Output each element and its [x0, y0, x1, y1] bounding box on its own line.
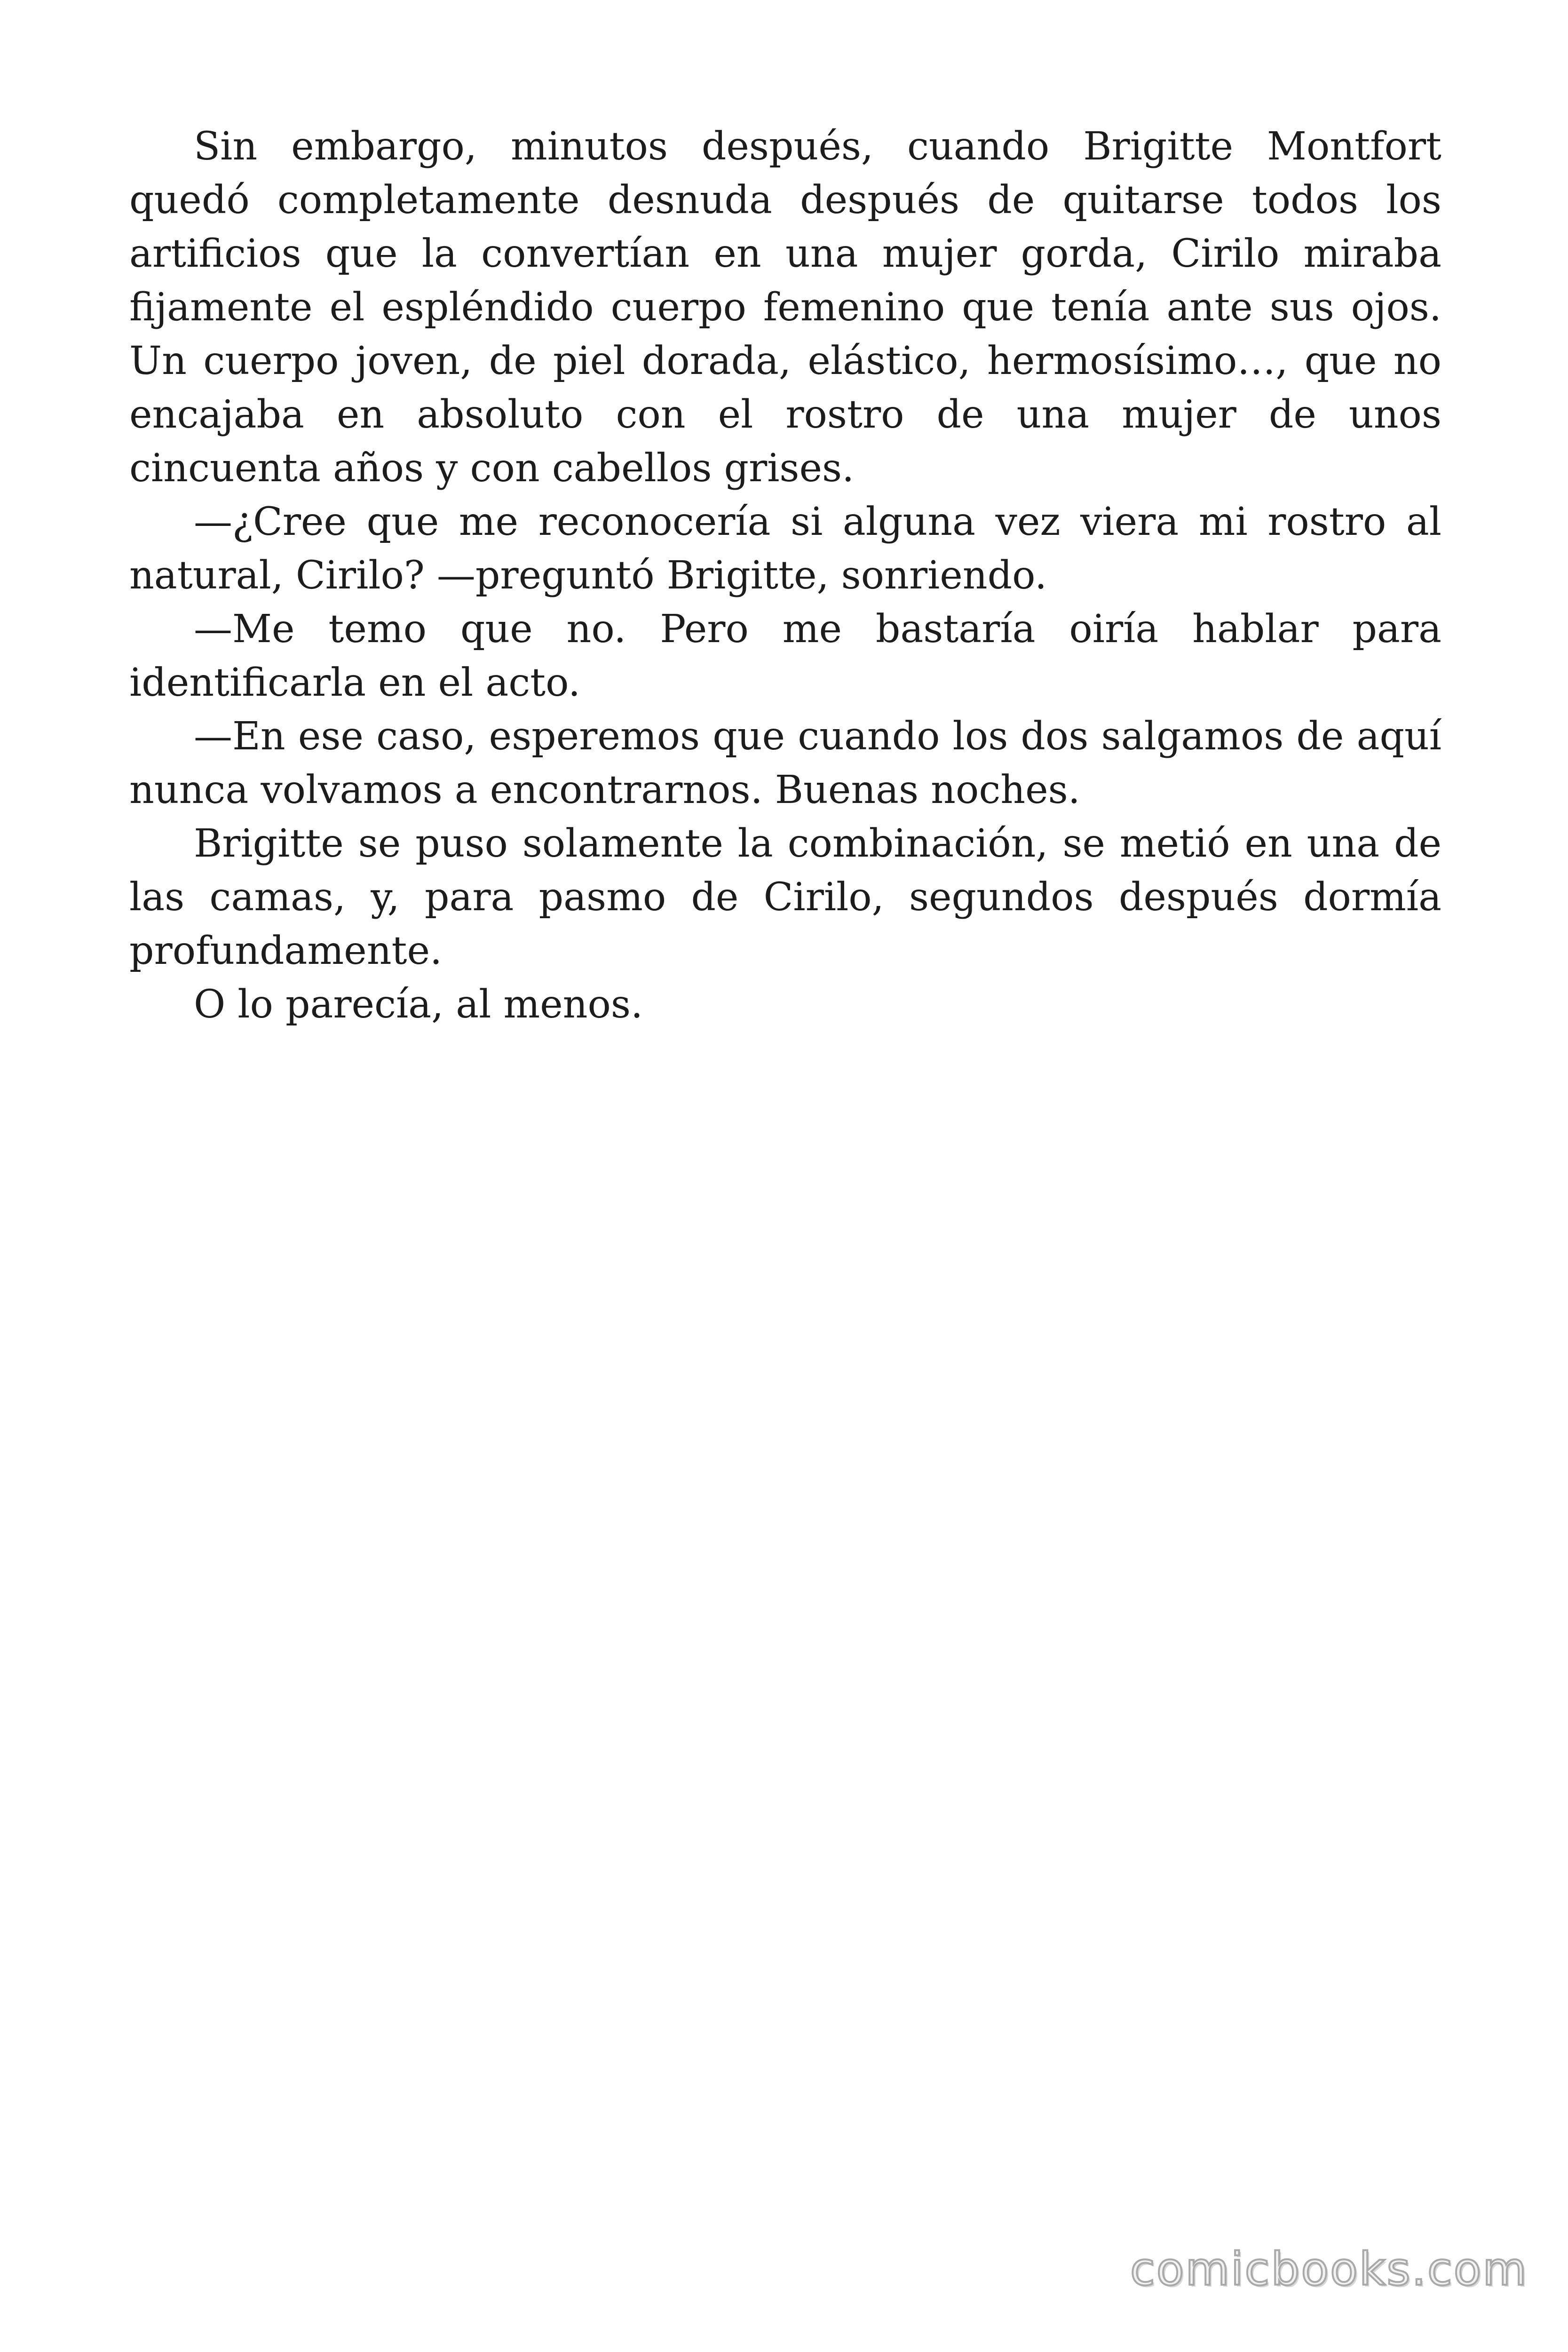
paragraph-4: —En ese caso, esperemos que cuando los dos salgamos de aquí nunca volvamos a encontrarnos. Buenas noches.: [129, 714, 1441, 812]
paragraph-6: O lo parecía, al menos.: [194, 982, 643, 1027]
document-page: [129, 120, 1441, 1032]
paragraph-1: Sin embargo, minutos después, cuando Brigitte Montfort quedó completamente desnuda después de quitarse todos los artificios que la convertían en una mujer gorda, Cirilo miraba fijamente el espléndido cuerpo femenino que tenía ante sus ojos. Un cuerpo joven, de piel dorada, elástico, hermosísimo…, que no encajaba en absoluto con el rostro de una mujer de unos cincuenta años y con cabellos grises.: [129, 124, 1441, 491]
paragraph-2: —¿Cree que me reconocería si alguna vez viera mi rostro al natural, Cirilo? —preguntó Brigitte, sonriendo.: [129, 500, 1441, 598]
watermark: comicbooks.com: [1130, 2243, 1528, 2296]
paragraph-3: —Me temo que no. Pero me bastaría oiría hablar para identificarla en el acto.: [129, 607, 1441, 705]
paragraph-5: Brigitte se puso solamente la combinación, se metió en una de las camas, y, para pasmo de Cirilo, segundos después dormía profundamente.: [129, 821, 1441, 973]
